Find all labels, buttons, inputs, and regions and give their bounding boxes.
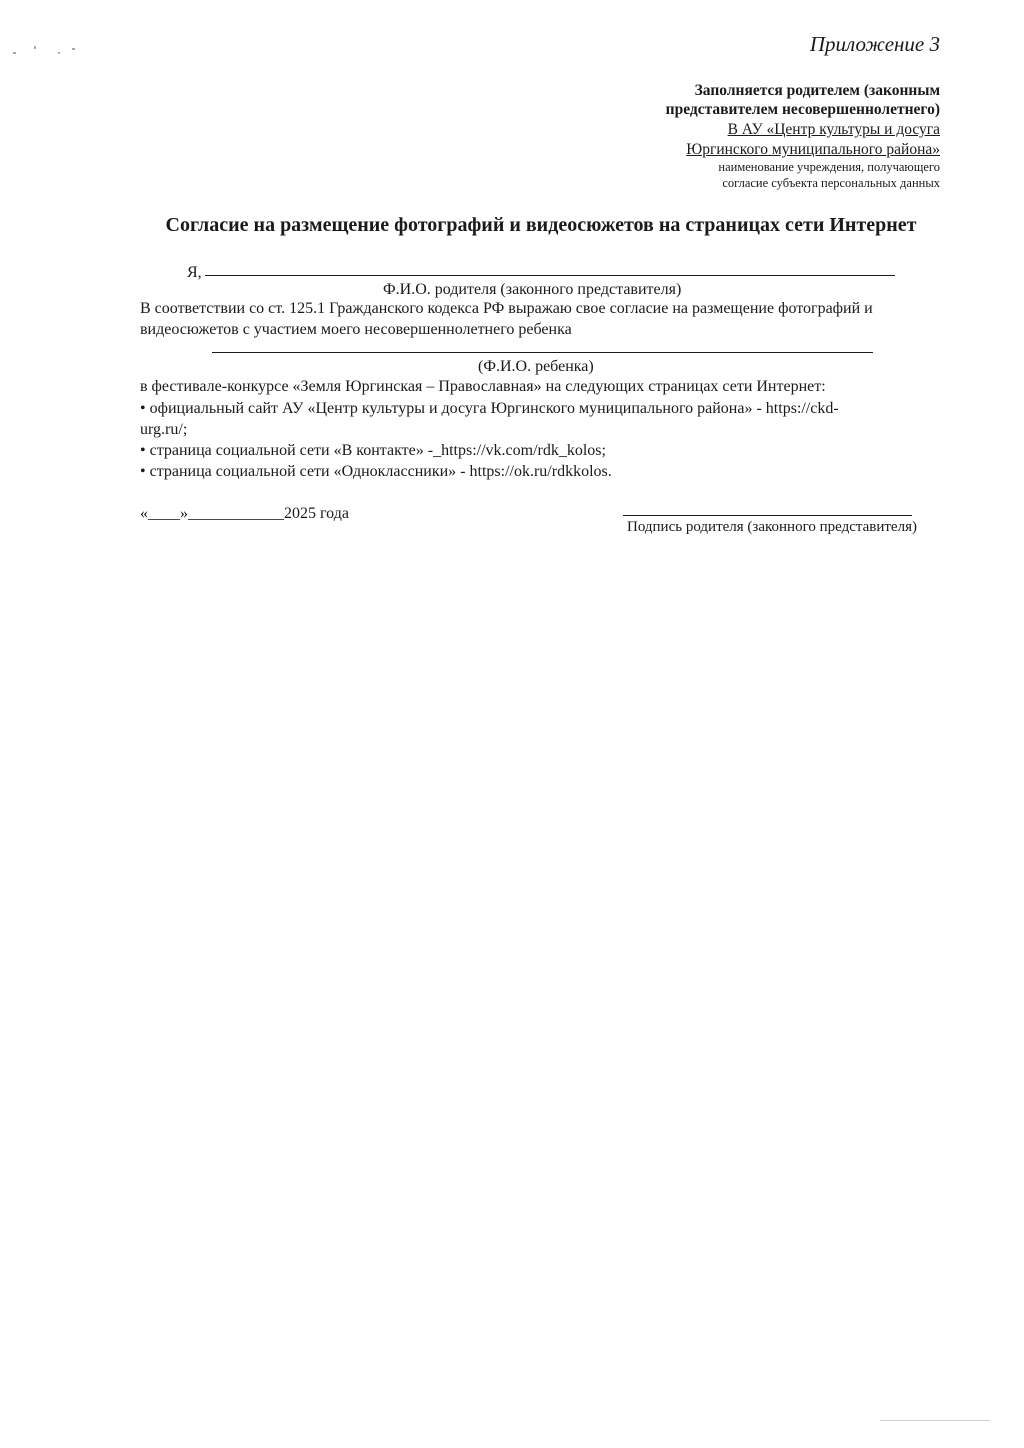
scan-speck	[13, 52, 16, 54]
child-name-caption: (Ф.И.О. ребенка)	[478, 358, 594, 375]
scan-speck	[58, 52, 60, 54]
list-item-site-line-2: urg.ru/;	[140, 421, 188, 438]
parent-name-line	[205, 275, 895, 276]
date-field: «____»____________2025 года	[140, 505, 349, 522]
i-label: Я,	[187, 264, 202, 281]
organization-line-1: В АУ «Центр культуры и досуга	[727, 121, 940, 138]
appendix-label: Приложение 3	[809, 32, 940, 56]
signature-line	[623, 515, 912, 516]
parent-name-caption: Ф.И.О. родителя (законного представителя)	[383, 281, 682, 298]
organization-caption-2: согласие субъекта персональных данных	[722, 176, 940, 190]
header-line-1: Заполняется родителем (законным	[694, 82, 940, 99]
consent-text-line-1: В соответствии со ст. 125.1 Гражданского кодекса РФ выражаю свое согласие на размещение фотографий и	[140, 300, 873, 317]
organization-caption-1: наименование учреждения, получающего	[718, 160, 940, 174]
header-line-2: представителем несовершеннолетнего)	[665, 101, 940, 118]
signature-caption: Подпись родителя (законного представителя)	[627, 519, 917, 535]
organization-line-2: Юргинского муниципального района»	[686, 141, 940, 158]
scan-speck	[72, 48, 75, 50]
scan-speck	[34, 46, 36, 49]
list-item-site-line-1: • официальный сайт АУ «Центр культуры и досуга Юргинского муниципального района» - https://ckd-	[140, 400, 839, 417]
document-title: Согласие на размещение фотографий и видеосюжетов на страницах сети Интернет	[165, 214, 917, 236]
festival-text: в фестивале-конкурсе «Земля Юргинская – Православная» на следующих страницах сети Интернет:	[140, 378, 826, 395]
list-item-vk: • страница социальной сети «В контакте» -_https://vk.com/rdk_kolos;	[140, 442, 606, 459]
list-item-ok: • страница социальной сети «Одноклассники» - https://ok.ru/rdkkolos.	[140, 463, 612, 480]
scan-artifact-line	[880, 1420, 990, 1421]
consent-text-line-2: видеосюжетов с участием моего несовершеннолетнего ребенка	[140, 321, 572, 338]
child-name-line	[212, 352, 873, 353]
